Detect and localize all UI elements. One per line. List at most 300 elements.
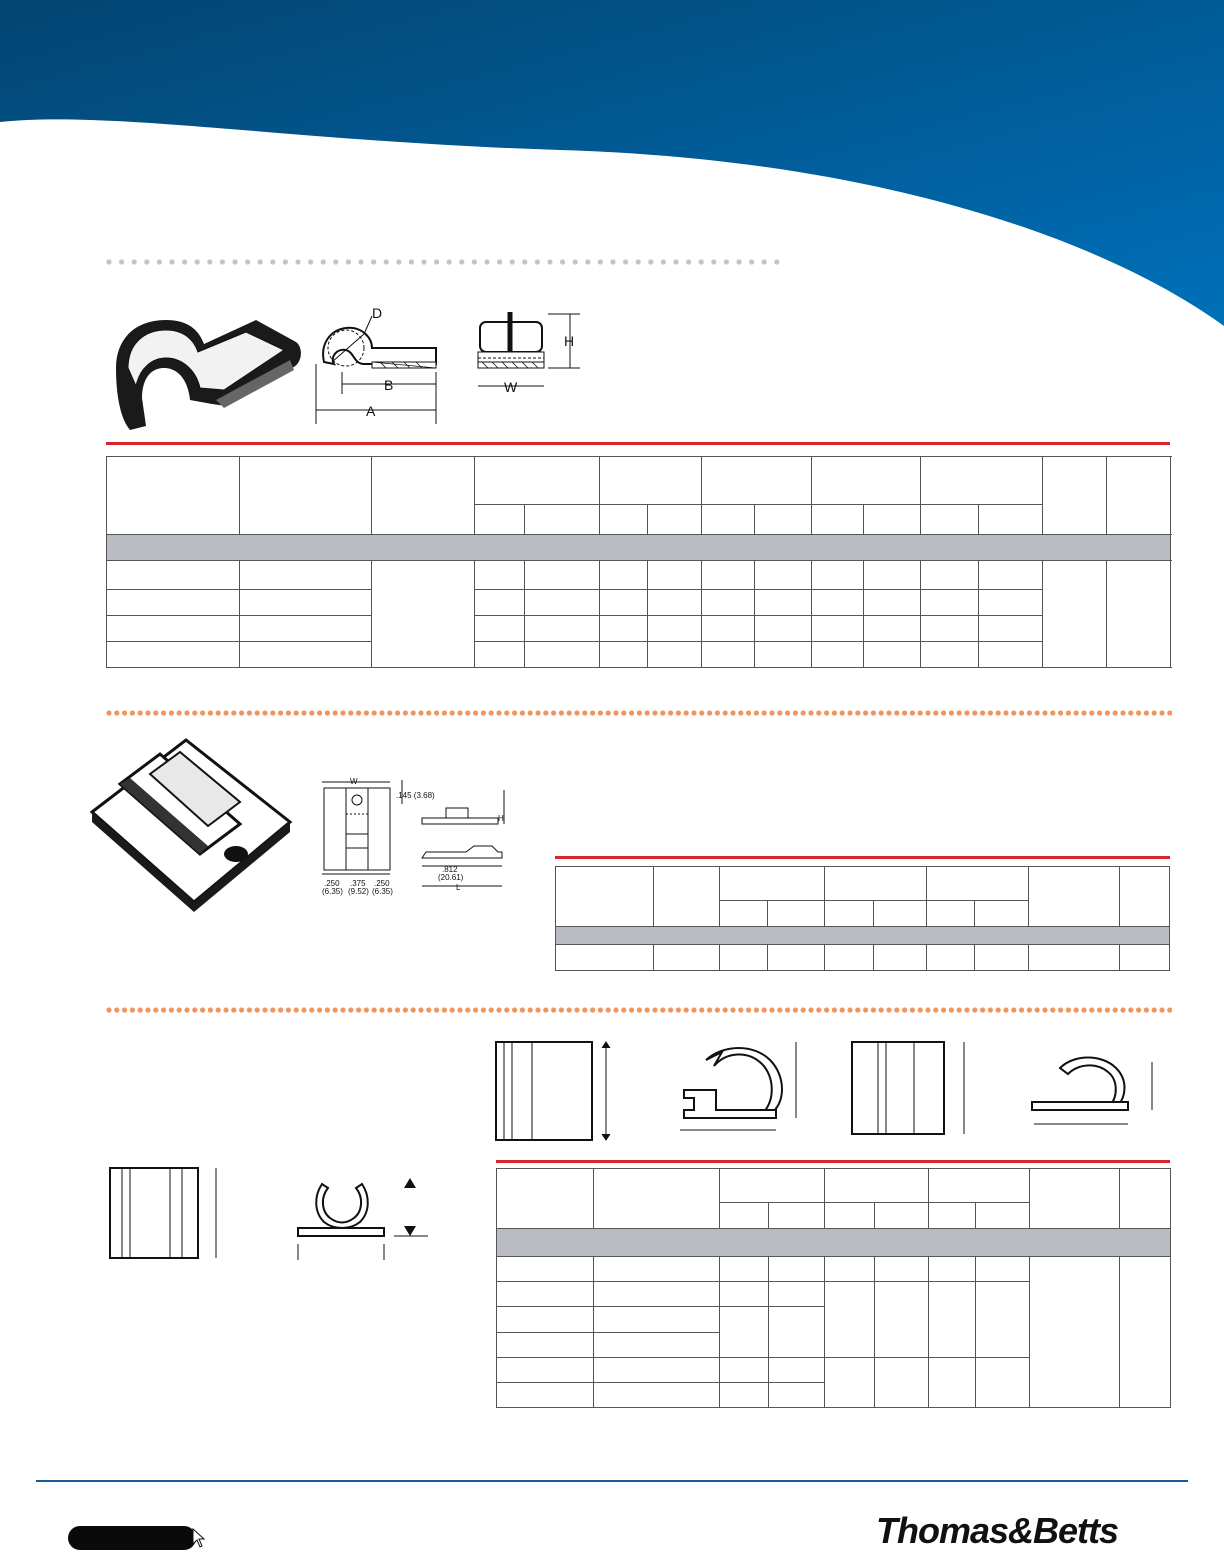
divider-dot (559, 1007, 564, 1012)
divider-dot (309, 710, 314, 715)
divider-dot (195, 259, 200, 264)
table-band-row (556, 927, 1170, 945)
divider-dot (1003, 710, 1008, 715)
divider-dot (1042, 1007, 1047, 1012)
divider-dot (119, 259, 124, 264)
table-subheader-cell (702, 505, 755, 535)
divider-dot (918, 1007, 923, 1012)
divider-dot (1011, 710, 1016, 715)
divider-dot (1120, 710, 1125, 715)
divider-dot (730, 710, 735, 715)
table-header-cell (600, 457, 702, 505)
divider-dot (925, 1007, 930, 1012)
divider-dot (925, 710, 930, 715)
divider-dot (598, 1007, 603, 1012)
divider-dot (543, 1007, 548, 1012)
divider-dot (1167, 1007, 1172, 1012)
divider-dot (114, 710, 119, 715)
table-row (107, 589, 1171, 615)
divider-dot (144, 259, 149, 264)
divider-dot (481, 710, 486, 715)
divider-dot (239, 1007, 244, 1012)
divider-dot (894, 1007, 899, 1012)
divider-dot (457, 1007, 462, 1012)
divider-dot (489, 1007, 494, 1012)
divider-dot (317, 1007, 322, 1012)
divider-dot (465, 1007, 470, 1012)
divider-dot (769, 1007, 774, 1012)
divider-dot (933, 1007, 938, 1012)
divider-dot (262, 710, 267, 715)
divider-dot (278, 710, 283, 715)
header-banner (0, 0, 1224, 330)
divider-dot (847, 1007, 852, 1012)
divider-dot (918, 710, 923, 715)
divider-dot (421, 259, 426, 264)
table-header-cell (475, 457, 600, 505)
divider-dot (949, 1007, 954, 1012)
divider-dot (1089, 710, 1094, 715)
divider-dot (1167, 710, 1172, 715)
divider-dot (691, 1007, 696, 1012)
divider-dot (1019, 1007, 1024, 1012)
divider-dot (699, 1007, 704, 1012)
clip-front-view-1 (494, 1040, 624, 1144)
divider-dot (473, 1007, 478, 1012)
divider-dot (652, 1007, 657, 1012)
divider-dot (450, 1007, 455, 1012)
divider-dot (395, 710, 400, 715)
divider-dot (130, 710, 135, 715)
dim-label-l: L (456, 883, 461, 892)
divider-dot (621, 1007, 626, 1012)
cable-clamp-dimension-drawing (306, 304, 456, 428)
divider-dot (964, 710, 969, 715)
divider-dot (208, 710, 213, 715)
divider-dot (1035, 710, 1040, 715)
clip-front-view-3 (106, 1164, 236, 1264)
divider-dot (1050, 1007, 1055, 1012)
divider-dot (496, 710, 501, 715)
divider-dot (294, 1007, 299, 1012)
divider-dot (754, 1007, 759, 1012)
divider-dot (1019, 710, 1024, 715)
divider-dot (598, 259, 603, 264)
table-header-cell (702, 457, 812, 505)
divider-dot (777, 1007, 782, 1012)
divider-dot (957, 710, 962, 715)
table-header-cell (240, 457, 372, 535)
table-band-row (107, 535, 1171, 561)
footer-rule (36, 1480, 1188, 1482)
dim-label-h: H (564, 333, 575, 349)
divider-dot (459, 259, 464, 264)
divider-dot (648, 259, 653, 264)
table-subheader-cell (475, 505, 525, 535)
divider-dot (724, 259, 729, 264)
divider-dot (346, 259, 351, 264)
divider-dot (270, 1007, 275, 1012)
divider-dot (372, 1007, 377, 1012)
section3-spec-table (496, 1168, 1171, 1408)
divider-dot (169, 710, 174, 715)
divider-dot (996, 1007, 1001, 1012)
divider-dot (610, 259, 615, 264)
divider-dot (496, 1007, 501, 1012)
divider-dot (769, 710, 774, 715)
divider-dot (673, 259, 678, 264)
divider-dot (132, 259, 137, 264)
divider-dot (660, 710, 665, 715)
divider-dot (832, 710, 837, 715)
divider-dot (1027, 1007, 1032, 1012)
divider-dot (364, 710, 369, 715)
divider-dot (699, 710, 704, 715)
divider-dot (387, 1007, 392, 1012)
divider-dot (715, 710, 720, 715)
divider-dot (886, 710, 891, 715)
divider-dot (1113, 710, 1118, 715)
divider-dot (723, 1007, 728, 1012)
divider-dot (707, 1007, 712, 1012)
divider-dot (403, 1007, 408, 1012)
divider-dot (801, 710, 806, 715)
divider-dot (473, 710, 478, 715)
divider-dot (551, 710, 556, 715)
divider-dot (585, 259, 590, 264)
clip-side-view-2 (1030, 1050, 1170, 1136)
divider-dot (333, 1007, 338, 1012)
table-header-cell (372, 457, 475, 535)
divider-dot (1105, 1007, 1110, 1012)
divider-dot (637, 1007, 642, 1012)
divider-dot (278, 1007, 283, 1012)
divider-dot (364, 1007, 369, 1012)
divider-dot (668, 1007, 673, 1012)
divider-dot (207, 259, 212, 264)
svg-text:(20.61): (20.61) (438, 873, 464, 882)
divider-dot (387, 710, 392, 715)
divider-dot (286, 1007, 291, 1012)
divider-dot (762, 259, 767, 264)
page-tab[interactable] (68, 1526, 196, 1550)
divider-dot (396, 259, 401, 264)
divider-dot (645, 710, 650, 715)
divider-dot (510, 259, 515, 264)
divider-dot (980, 710, 985, 715)
divider-dot (317, 710, 322, 715)
table-subheader-cell (525, 505, 600, 535)
divider-dot (497, 259, 502, 264)
divider-dot (1136, 710, 1141, 715)
divider-dot (785, 710, 790, 715)
table-header-cell (1043, 457, 1107, 535)
divider-dot (321, 259, 326, 264)
clip-side-view-3 (294, 1174, 434, 1264)
divider-dot (910, 710, 915, 715)
divider-dot (1128, 710, 1133, 715)
divider-dot (567, 710, 572, 715)
divider-dot (808, 710, 813, 715)
divider-dot (283, 259, 288, 264)
divider-dot (590, 710, 595, 715)
divider-dot (247, 710, 252, 715)
divider-dot (910, 1007, 915, 1012)
clip-front-view-2 (850, 1040, 980, 1140)
divider-dot (535, 710, 540, 715)
brand-logo: Thomas&Betts (876, 1510, 1119, 1551)
divider-dot (245, 259, 250, 264)
divider-dot (358, 259, 363, 264)
divider-dot (824, 710, 829, 715)
divider-dot (941, 710, 946, 715)
divider-dot (574, 1007, 579, 1012)
divider-dot (286, 710, 291, 715)
divider-dot (1136, 1007, 1141, 1012)
divider-dot (106, 1007, 111, 1012)
divider-dot (730, 1007, 735, 1012)
divider-dot (301, 710, 306, 715)
divider-dot (1027, 710, 1032, 715)
divider-dot (177, 1007, 182, 1012)
section2-divider (106, 709, 1172, 717)
divider-dot (1128, 1007, 1133, 1012)
table-header-cell (107, 457, 240, 535)
divider-dot (161, 710, 166, 715)
divider-dot (395, 1007, 400, 1012)
divider-dot (325, 710, 330, 715)
divider-dot (106, 710, 111, 715)
divider-dot (465, 710, 470, 715)
divider-dot (736, 259, 741, 264)
divider-dot (447, 259, 452, 264)
divider-dot (840, 710, 845, 715)
divider-dot (138, 710, 143, 715)
divider-dot (1120, 1007, 1125, 1012)
divider-dot (520, 1007, 525, 1012)
divider-dot (434, 259, 439, 264)
divider-dot (652, 710, 657, 715)
divider-dot (1058, 710, 1063, 715)
table-subheader-cell (864, 505, 921, 535)
divider-dot (340, 1007, 345, 1012)
divider-dot (522, 259, 527, 264)
divider-dot (504, 1007, 509, 1012)
divider-dot (481, 1007, 486, 1012)
section3-table-rule (496, 1160, 1170, 1163)
divider-dot (309, 1007, 314, 1012)
svg-text:(6.35): (6.35) (322, 887, 343, 896)
dim-label-w2: W (350, 777, 358, 786)
divider-dot (231, 710, 236, 715)
table-subheader-cell (812, 505, 864, 535)
divider-dot (384, 259, 389, 264)
divider-dot (863, 1007, 868, 1012)
divider-dot (535, 259, 540, 264)
divider-dot (871, 1007, 876, 1012)
divider-dot (325, 1007, 330, 1012)
divider-dot (1081, 710, 1086, 715)
divider-dot (972, 1007, 977, 1012)
divider-dot (996, 710, 1001, 715)
table-subheader-cell (648, 505, 702, 535)
divider-dot (1066, 1007, 1071, 1012)
table-row (107, 561, 1171, 589)
divider-dot (231, 1007, 236, 1012)
dim-label-h2: H (498, 814, 504, 823)
divider-dot (371, 259, 376, 264)
arrow-cursor-icon (192, 1528, 206, 1548)
divider-dot (270, 259, 275, 264)
divider-dot (184, 1007, 189, 1012)
table-row (556, 945, 1170, 971)
divider-dot (216, 1007, 221, 1012)
divider-dot (547, 259, 552, 264)
divider-dot (855, 1007, 860, 1012)
divider-dot (223, 710, 228, 715)
dim-label-d: D (372, 305, 383, 321)
divider-dot (582, 1007, 587, 1012)
divider-dot (1074, 710, 1079, 715)
divider-dot (551, 1007, 556, 1012)
divider-dot (661, 259, 666, 264)
divider-dot (1097, 1007, 1102, 1012)
divider-dot (1113, 1007, 1118, 1012)
divider-dot (442, 1007, 447, 1012)
divider-dot (645, 1007, 650, 1012)
divider-dot (582, 710, 587, 715)
table-header-cell (921, 457, 1043, 505)
divider-dot (434, 710, 439, 715)
divider-dot (629, 710, 634, 715)
divider-dot (411, 710, 416, 715)
divider-dot (295, 259, 300, 264)
divider-dot (1152, 1007, 1157, 1012)
divider-dot (169, 1007, 174, 1012)
divider-dot (122, 710, 127, 715)
section2-spec-table (555, 866, 1170, 971)
divider-dot (1144, 710, 1149, 715)
divider-dot (606, 1007, 611, 1012)
divider-dot (450, 710, 455, 715)
divider-dot (1105, 710, 1110, 715)
divider-dot (153, 1007, 158, 1012)
section1-divider (106, 258, 786, 266)
divider-dot (957, 1007, 962, 1012)
divider-dot (255, 1007, 260, 1012)
divider-dot (762, 710, 767, 715)
divider-dot (258, 259, 263, 264)
divider-dot (894, 710, 899, 715)
divider-dot (535, 1007, 540, 1012)
divider-dot (684, 1007, 689, 1012)
divider-dot (1050, 710, 1055, 715)
divider-dot (902, 710, 907, 715)
table-header-cell (812, 457, 921, 505)
divider-dot (1159, 1007, 1164, 1012)
divider-dot (636, 259, 641, 264)
divider-dot (879, 710, 884, 715)
divider-dot (301, 1007, 306, 1012)
divider-dot (348, 1007, 353, 1012)
divider-dot (192, 710, 197, 715)
divider-dot (130, 1007, 135, 1012)
divider-dot (434, 1007, 439, 1012)
divider-dot (512, 1007, 517, 1012)
divider-dot (1003, 1007, 1008, 1012)
divider-dot (348, 710, 353, 715)
divider-dot (489, 710, 494, 715)
table-row (107, 641, 1171, 667)
divider-dot (573, 259, 578, 264)
divider-dot (785, 1007, 790, 1012)
divider-dot (762, 1007, 767, 1012)
divider-dot (613, 710, 618, 715)
divider-dot (621, 710, 626, 715)
divider-dot (793, 710, 798, 715)
divider-dot (220, 259, 225, 264)
divider-dot (145, 710, 150, 715)
divider-dot (340, 710, 345, 715)
divider-dot (824, 1007, 829, 1012)
section1-spec-table (106, 456, 1171, 668)
dim-label-b: B (384, 377, 394, 393)
divider-dot (746, 710, 751, 715)
divider-dot (333, 259, 338, 264)
divider-dot (200, 1007, 205, 1012)
divider-dot (793, 1007, 798, 1012)
divider-dot (902, 1007, 907, 1012)
divider-dot (1058, 1007, 1063, 1012)
divider-dot (232, 259, 237, 264)
divider-dot (886, 1007, 891, 1012)
divider-dot (1097, 710, 1102, 715)
divider-dot (153, 710, 158, 715)
table-header-cell (1107, 457, 1171, 535)
divider-dot (543, 710, 548, 715)
divider-dot (1042, 710, 1047, 715)
divider-dot (379, 1007, 384, 1012)
section3-divider (106, 1006, 1172, 1014)
divider-dot (774, 259, 779, 264)
divider-dot (255, 710, 260, 715)
divider-dot (613, 1007, 618, 1012)
divider-dot (949, 710, 954, 715)
divider-dot (403, 710, 408, 715)
divider-dot (1066, 710, 1071, 715)
divider-dot (528, 1007, 533, 1012)
divider-dot (879, 1007, 884, 1012)
divider-dot (801, 1007, 806, 1012)
divider-dot (1159, 710, 1164, 715)
table-subheader-cell (600, 505, 648, 535)
divider-dot (738, 710, 743, 715)
divider-dot (223, 1007, 228, 1012)
divider-dot (606, 710, 611, 715)
cable-clamp-end-view (470, 308, 590, 398)
divider-dot (980, 1007, 985, 1012)
divider-dot (356, 710, 361, 715)
divider-dot (504, 710, 509, 715)
dim-label-hole: .145 (3.68) (396, 791, 435, 800)
dim-label-len: .812 (442, 865, 458, 874)
divider-dot (707, 710, 712, 715)
divider-dot (560, 259, 565, 264)
divider-dot (177, 710, 182, 715)
divider-dot (1089, 1007, 1094, 1012)
svg-text:(9.52): (9.52) (348, 887, 369, 896)
divider-dot (270, 710, 275, 715)
